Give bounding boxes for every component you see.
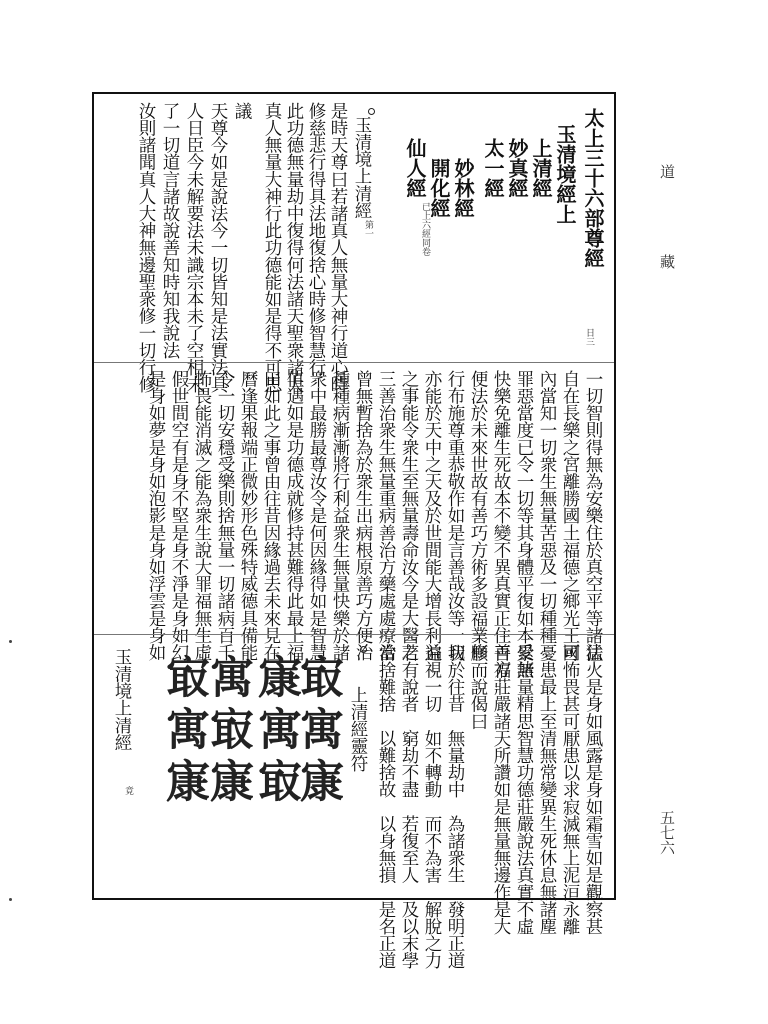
- body-column: 衆中最勝最尊汝令是何因緣得如是智慧: [307, 370, 327, 661]
- body-column: 內當知一切衆生無量苦惡及一切種種: [537, 370, 557, 644]
- body-column: 累無量精思智慧功德莊嚴說法真實不虛: [514, 644, 534, 935]
- body-column: 修慈悲行得具法地復捨心時修智慧行: [306, 102, 326, 376]
- collection-label: 道 藏: [658, 164, 676, 299]
- body-column: 是身如夢是身如泡影是身如浮雲是身如: [146, 370, 166, 661]
- body-column: 亦能於天中之天及於世間能大增長利益: [422, 370, 442, 661]
- body-column: 是時天尊曰若諸真人無量大神行道心時: [328, 102, 348, 393]
- toc-item: 妙真經: [505, 138, 529, 198]
- band-divider: [94, 634, 614, 635]
- body-column: 天尊今如是說法今一切皆知是法實法具: [208, 102, 228, 393]
- seal-script-column: 㝡寓㝩: [158, 654, 209, 810]
- body-column: 百福莊嚴諸天所讚如是無量無邊作是大: [491, 644, 511, 935]
- closing-title: 玉清境上清經: [112, 648, 132, 751]
- body-column: 可怖畏甚可厭患以求寂滅無上泥洹永離: [560, 644, 580, 935]
- body-column: 汝則諸聞真人大神無邊聖衆修一切行修: [136, 102, 156, 393]
- talisman-title: 上清經靈符: [348, 686, 368, 772]
- body-column: 便法於未來世故有善巧方術多設福業修: [468, 370, 488, 661]
- body-column: 人日臣今未解要法未識宗本未了空相未: [184, 102, 204, 393]
- body-column: 曆逢果報端正微妙形色殊特威德具備能: [238, 370, 258, 661]
- toc-item: 上清經: [529, 138, 553, 198]
- toc-note: 已上六經同卷: [420, 202, 430, 256]
- toc-item: 仙人經: [403, 138, 427, 198]
- margin-dot: [9, 898, 12, 901]
- page-frame: [92, 92, 616, 969]
- body-column: 自在長樂之宮離勝國土福德之鄉光王國: [560, 370, 580, 661]
- seal-script-column: 㝩寓㝡: [250, 654, 301, 810]
- body-column: 此功德無量劫中復得何法諸天聖衆諸大: [284, 102, 304, 393]
- body-column: 行布施尊重恭敬作如是言善哉汝等一切: [445, 370, 465, 661]
- band-divider: [94, 362, 614, 363]
- toc-item: 開化經: [427, 158, 451, 218]
- body-column: 令一切安穩受樂則捨無量一切諸病百千: [215, 370, 235, 661]
- section-title: 玉清境上清經: [352, 116, 372, 219]
- page-mark: 日三: [584, 328, 594, 346]
- seal-script-column: 寓㝡㝩: [202, 654, 253, 810]
- body-column: 一切智則得無為安樂住於真空平等諸法: [583, 370, 603, 661]
- section-title-note: 第一: [363, 220, 373, 238]
- body-column: 三善治衆生無量重病善治方藥處處療治: [376, 370, 396, 661]
- seal-script-column: 㝡寓㝩: [292, 654, 343, 810]
- body-column: 快樂免離生死故本不變不異真實正住善方: [491, 370, 511, 678]
- body-column: 猛火是身如風露是身如霜雪如是觀察甚: [583, 644, 603, 935]
- body-column: 了一切道言諸故說善知時知我說法: [160, 102, 180, 359]
- verse-column: 我於往昔 無量劫中 為諸衆生 發明正道: [445, 644, 465, 969]
- body-column: 之事能令衆生至無量壽命汝今是大醫之: [399, 370, 419, 661]
- closing-note: 竟: [123, 786, 133, 795]
- body-column: 願而說偈曰: [468, 644, 488, 730]
- body-column: 怖畏能消滅之能為衆生說大罪福無生虛: [192, 370, 212, 661]
- scripture-title: 太上三十六部尊經: [581, 108, 605, 268]
- body-column: 值遇如是功德成就修持甚難得此最上福: [284, 370, 304, 661]
- toc-item: 太一經: [481, 138, 505, 198]
- page-number: 五七六: [658, 810, 676, 855]
- body-column: 種種病漸漸將行利益衆生無量快樂於諸: [330, 370, 350, 661]
- body-column: 罪惡當度已令一切等其身體平復如本受諸: [514, 370, 534, 678]
- verse-column: 當捨難捨 以難捨故 以身無損 是名正道: [376, 644, 396, 969]
- body-column: 田如此之事曾由往昔因緣過去未來見在: [261, 370, 281, 661]
- verse-column: 遍視一切 如不轉動 而不為害 解脫之力: [422, 644, 442, 969]
- margin-dot: [9, 640, 12, 643]
- talisman-marker: [360, 646, 367, 653]
- body-column: 假世間空有是身不堅是身不淨是身如幻: [169, 370, 189, 661]
- body-column: 曾無暫捨為於衆生出病根原善巧方便治: [353, 370, 373, 661]
- verse-column: 若有說者 窮劫不盡 若復至人 及以末學: [399, 644, 419, 969]
- body-column: 議: [232, 102, 252, 120]
- toc-item: 妙林經: [451, 158, 475, 218]
- toc-item: 玉清境經上: [553, 124, 577, 224]
- section-marker: [368, 108, 375, 115]
- body-column: 憂患最上至清無常變異生死休息無諸塵: [537, 644, 557, 935]
- body-column: 真人無量大神行此功德能如是得不可思: [262, 102, 282, 393]
